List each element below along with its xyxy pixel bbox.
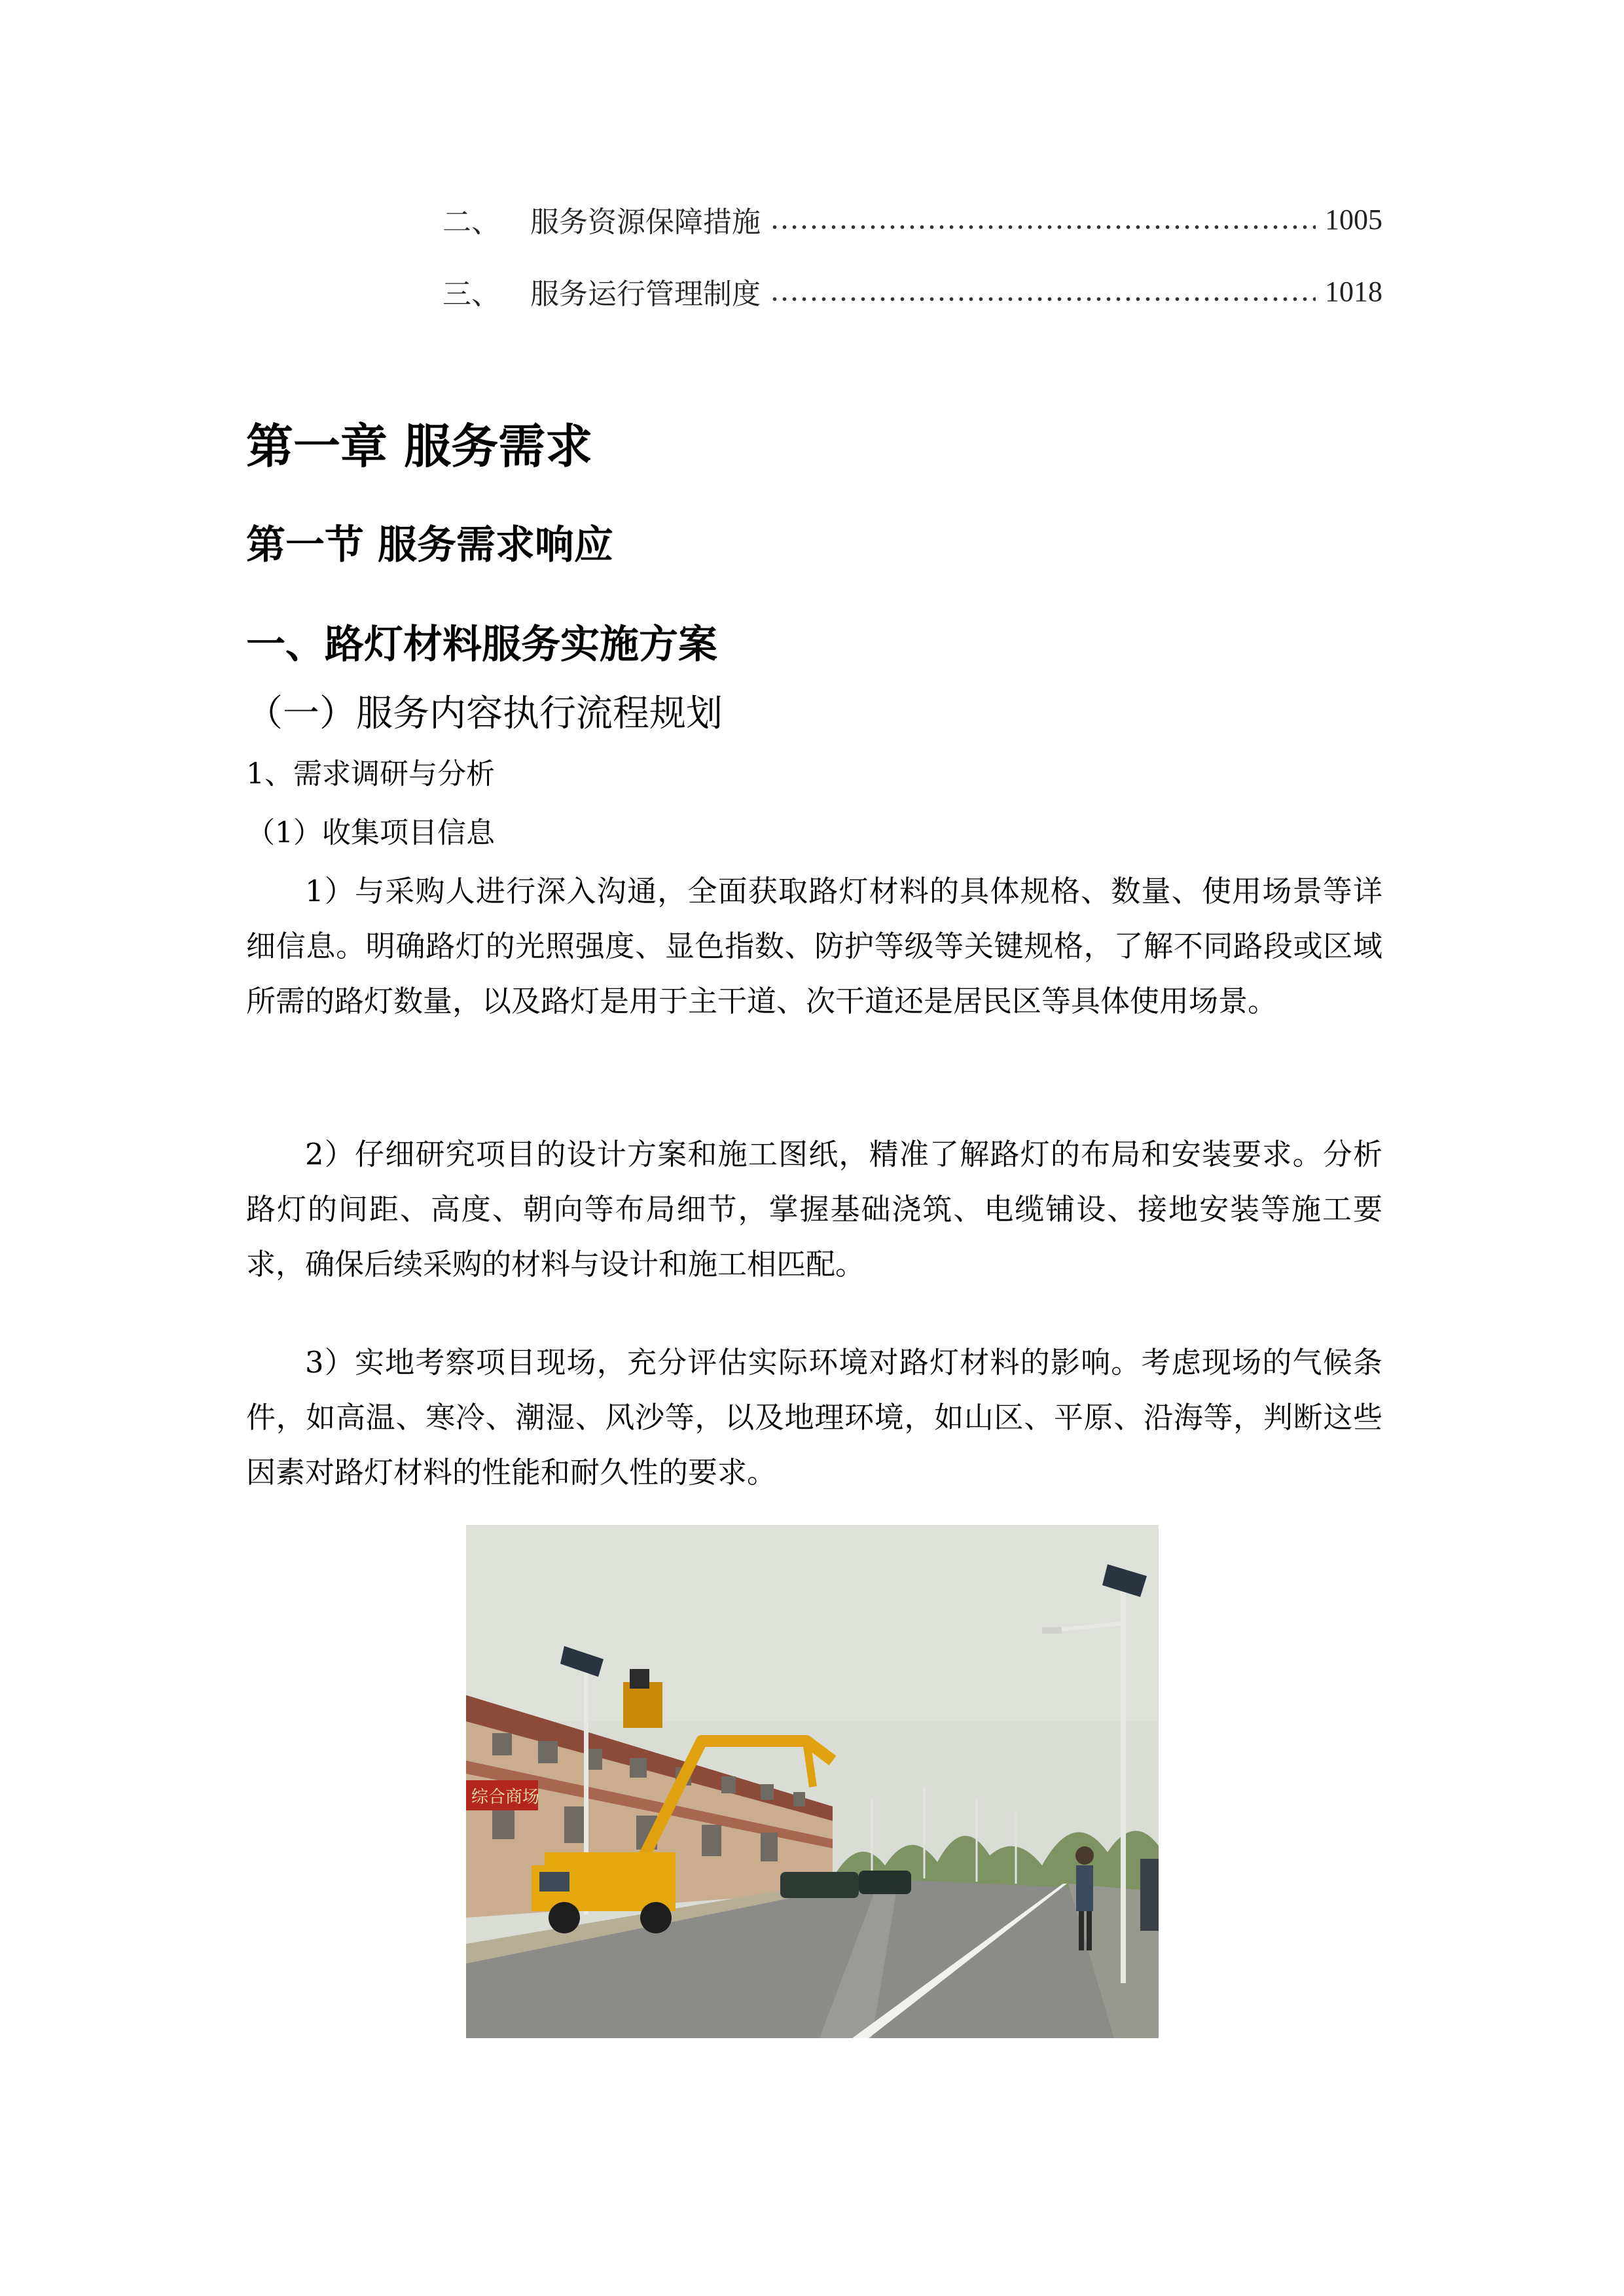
subsection-title: 一、路灯材料服务实施方案 [246,622,717,668]
toc-entry[interactable] [442,196,1382,242]
street-light-photo [466,1525,1159,2038]
toc-entry-title: 服务资源保障措施 [530,206,761,239]
toc-entry-title: 服务运行管理制度 [530,278,761,311]
shop-sign-text: 综合商场 [471,1787,540,1807]
toc-entry-number: 三、 [442,278,500,311]
sub-item-heading: （1）收集项目信息 [246,816,495,850]
toc-entry-number: 二、 [442,206,500,239]
section-title: 第一节 服务需求响应 [246,522,613,568]
paragraph: 1）与采购人进行深入沟通，全面获取路灯材料的具体规格、数量、使用场景等详细信息。明确路灯的光照强度、显色指数、防护等级等关键规格，了解不同路段或区域所需的路灯数量，以及路灯是用于主干道、次干道还是居民区等具体使用场景。 [246,874,1382,1018]
toc-entry-page: 1005 [1325,203,1382,236]
toc-leader-dots [770,295,1316,304]
paragraph: 3）实地考察项目现场，充分评估实际环境对路灯材料的影响。考虑现场的气候条件，如高温、寒冷、潮湿、风沙等，以及地理环境，如山区、平原、沿海等，判断这些因素对路灯材料的性能和耐久性的要求。 [246,1345,1382,1490]
paragraph: 2）仔细研究项目的设计方案和施工图纸，精准了解路灯的布局和安装要求。分析路灯的间距、高度、朝向等布局细节，掌握基础浇筑、电缆铺设、接地安装等施工要求，确保后续采购的材料与设计和施工相匹配。 [246,1137,1382,1282]
chapter-title: 第一章 服务需求 [246,419,593,474]
toc-entry[interactable] [442,268,1382,314]
toc-leader-dots [770,223,1316,232]
item-heading: 1、需求调研与分析 [246,757,495,791]
toc-entry-page: 1018 [1325,275,1382,308]
paren-heading: （一）服务内容执行流程规划 [246,692,723,735]
